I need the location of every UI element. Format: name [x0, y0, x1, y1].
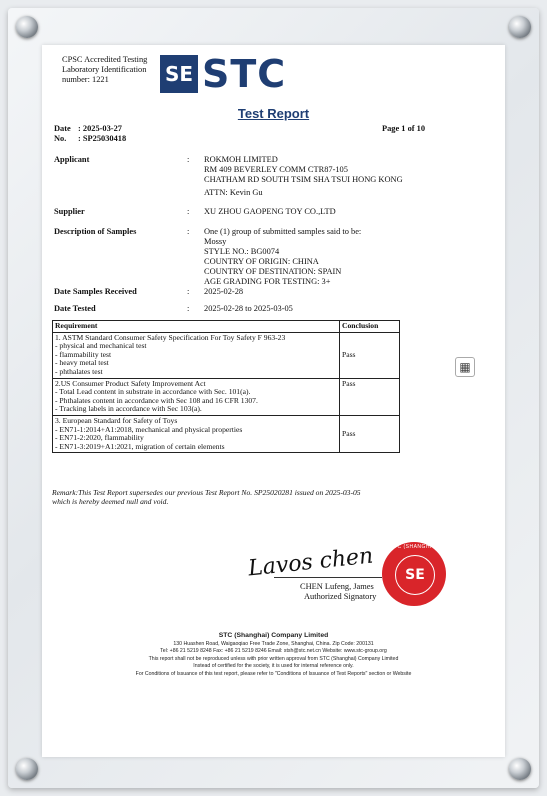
conclusion-cell: Pass: [340, 378, 400, 415]
report-number-label: No.: [54, 134, 67, 143]
date-value: : 2025-03-27: [78, 124, 122, 133]
requirement-cell: 3. European Standard for Safety of Toys - EN71-1:2014+A1:2018, mechanical and physical properties - EN71-2:2020, flammability - EN71-3:2019+A1:2021, migration of certain elements: [53, 415, 340, 452]
samples-description: One (1) group of submitted samples said to be: Mossy STYLE NO.: BG0074 COUNTRY OF ORIGIN: CHINA COUNTRY OF DESTINATION: SPAIN AGE GRADING FOR TESTING: 3+: [204, 227, 362, 286]
conclusion-cell: Pass: [340, 332, 400, 378]
page-number: Page 1 of 10: [382, 124, 426, 133]
stc-logo-mark: SE: [160, 55, 198, 93]
applicant-attention: ATTN: Kevin Gu: [204, 188, 263, 197]
conclusion-header: Conclusion: [340, 321, 400, 333]
screw-bottom-right: [509, 758, 531, 780]
screw-top-right: [509, 16, 531, 38]
footer-company: STC (Shanghai) Company Limited: [218, 632, 329, 639]
tested-label: Date Tested: [54, 304, 96, 313]
received-value: 2025-02-28: [204, 287, 244, 296]
supplier-value: XU ZHOU GAOPENG TOY CO.,LTD: [204, 207, 336, 216]
screw-top-left: [16, 16, 38, 38]
qr-code-icon[interactable]: ▦: [455, 357, 475, 377]
applicant-address: ROKMOH LIMITED RM 409 BEVERLEY COMM CTR87-105 CHATHAM RD SOUTH TSIM SHA TSUI HONG KONG: [204, 155, 403, 184]
test-report-page: CPSC Accredited Testing Laboratory Identification number: 1221 SE STC Test Report Date : 2025-03-27 No. : SP25030418 Page 1 of 10 Applicant : ROKMOH LIMITED RM 409 BEVERLEY COMM CTR87-105 CHATHAM RD SOUTH TSIM SHA TSUI HONG KONG ATTN: Kevin Gu Supplier : XU ZHOU GAOPENG TOY CO.,LTD Description of Samples : One (1) group of submitted samples said to be: Mossy STYLE NO.: BG0074 COUNTRY OF ORIGIN: CHINA COUNTRY OF DESTINATION: SPAIN AGE GRADING FOR TESTING: 3+ Date Samples Received : 2025-02-28 Date Tested : 2025-02-28 to 2025-03-05 Requirement Conclusion 1. ASTM Standard Consumer Safety Specification For Toy Safety F 963-23 - physical and mechanical test - flammability test - heavy metal test - phthalates test Pass 2.US Consumer Product Safety Improvement Act - Total Lead content in substrate in accordance with Sec. 101(a). - Phthalates content in accordance with Sec 108 and 16 CFR 1307. - Tracking labels in accordance with Sec 103(a). Pass 3. European Standard for Safety of Toys - EN71-1:2014+A1:2018, mechanical and physical properties - EN71-2:2020, flammability - EN71-3:2019+A1:2021, migration of certain elements Pass Remark:This Test Report supersedes our previous Test Report No. SP25020281 issued on 2025-03-05 which is hereby deemed null and void. Lavos chen CHEN Lufeng, James Authorized Signatory STC (SHANGHAI) SE STC (Shanghai) Company Limited 130 Huashen Road, Waigaoqiao Free Trade Zone, Shanghai, China. Zip Code: 200131 Tel: +86 21 5219 8248 Fax: +86 21 5219 8246 Email: stsh@stc.net.cn Website: www.stc-group.org This report shall not be reproduced unless with prior written approval from STC (Shanghai) Company Limited Instead of certified for the society, it is used for internal reference only. For Conditions of Issuance of this test report, please refer to "Conditions of Issuance of Test Reports" section or Website: [42, 45, 505, 757]
requirement-cell: 2.US Consumer Product Safety Improvement Act - Total Lead content in substrate in accordance with Sec. 101(a). - Phthalates content in accordance with Sec 108 and 16 CFR 1307. - Tracking labels in accordance with Sec 103(a).: [53, 378, 340, 415]
remark: Remark:This Test Report supersedes our previous Test Report No. SP25020281 issued on 2025-03-05 which is hereby deemed null and void.: [52, 488, 361, 506]
company-seal: [382, 542, 446, 606]
signatory-name: CHEN Lufeng, James: [300, 582, 374, 591]
footer: STC (Shanghai) Company Limited 130 Huashen Road, Waigaoqiao Free Trade Zone, Shanghai, China. Zip Code: 200131 Tel: +86 21 5219 8248 Fax: +86 21 5219 8246 Email: stsh@stc.net.cn Website: www.stc-group.org This report shall not be reproduced unless with prior written approval from STC (Shanghai) Company Limited Instead of certified for the society, it is used for internal reference only. For Conditions of Issuance of this test report, please refer to "Conditions of Issuance of Test Reports" section or Website: [42, 631, 505, 678]
stc-logo-text: STC: [202, 52, 287, 96]
samples-label: Description of Samples: [54, 227, 137, 236]
requirements-table: [52, 320, 400, 453]
table-row: [53, 415, 400, 452]
table-header-row: [53, 321, 400, 333]
report-title: Test Report: [237, 106, 310, 121]
screw-bottom-left: [16, 758, 38, 780]
applicant-label: Applicant: [54, 155, 90, 164]
supplier-label: Supplier: [54, 207, 85, 216]
requirement-cell: 1. ASTM Standard Consumer Safety Specification For Toy Safety F 963-23 - physical and mechanical test - flammability test - heavy metal test - phthalates test: [53, 332, 340, 378]
received-label: Date Samples Received: [54, 287, 137, 296]
requirement-header: Requirement: [53, 321, 340, 333]
lab-accreditation: CPSC Accredited Testing Laboratory Identification number: 1221: [62, 55, 148, 84]
conclusion-cell: Pass: [340, 415, 400, 452]
tested-value: 2025-02-28 to 2025-03-05: [204, 304, 293, 313]
table-row: [53, 332, 400, 378]
signatory-title: Authorized Signatory: [304, 592, 377, 601]
date-label: Date: [54, 124, 71, 133]
report-number-value: : SP25030418: [78, 134, 127, 143]
stc-logo: [160, 52, 287, 96]
signature-line: [274, 577, 382, 578]
seal-ring-text: STC (SHANGHAI): [390, 544, 438, 550]
handwritten-signature: Lavos chen: [247, 543, 375, 582]
seal-mark: SE: [395, 555, 435, 595]
table-row: [53, 378, 400, 415]
